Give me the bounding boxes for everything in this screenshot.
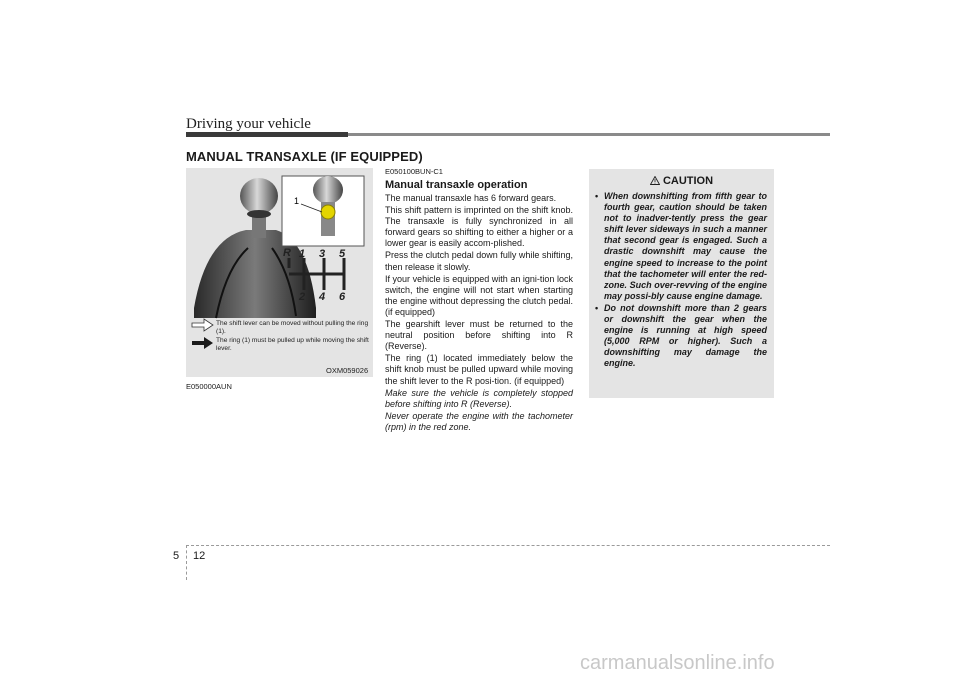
caution-item (595, 191, 767, 302)
header-title: Driving your vehicle (186, 116, 311, 132)
gear-label-4: 4 (319, 291, 326, 303)
gear-label-6: 6 (339, 291, 346, 303)
article-paragraph: The gearshift lever must be returned to the neutral position before shifting into R (Reverse). (385, 319, 573, 352)
legend-text-2: The ring (1) must be pulled up while moving the shift lever. (216, 336, 369, 353)
article-paragraph: Press the clutch pedal down fully while shifting, then release it slowly. (385, 250, 573, 272)
page-number: 12 (193, 550, 206, 562)
article-paragraph: The ring (1) located immediately below the shift knob must be pulled upward while moving the shift lever to the R posi-tion. (if equipped) (385, 353, 573, 386)
gear-label-2: 2 (299, 291, 306, 303)
article-paragraph: If your vehicle is equipped with an igni-tion lock switch, the engine will not start when starting the engine without depressing the clutch pedal. (if equipped) (385, 273, 573, 317)
article-note: Never operate the engine with the tachometer (rpm) in the red zone. (385, 410, 573, 432)
article-paragraph: The manual transaxle has 6 forward gears. (385, 193, 557, 203)
gear-label-5: 5 (339, 248, 346, 260)
article-column (385, 167, 573, 434)
watermark: carmanualsonline.info (580, 652, 775, 674)
caution-box (589, 169, 774, 398)
article-paragraph: This shift pattern is imprinted on the shift knob. The transaxle is fully synchronized in all forward gears so shifting to either a higher or a lower gear is easily accom-plished. (385, 205, 573, 249)
caution-header (589, 175, 774, 187)
footer-divider (186, 545, 187, 580)
gear-label-3: 3 (319, 248, 326, 260)
footer-rule (186, 545, 830, 546)
shift-lever-figure (186, 168, 373, 377)
caution-title: CAUTION (662, 175, 714, 187)
article-note: Make sure the vehicle is completely stopped before shifting into R (Reverse). (385, 387, 573, 409)
ring-highlight (321, 205, 335, 219)
caution-item-text: When downshifting from fifth gear to fourth gear, caution should be taken not to inadver-tently press the gear shift lever sideways in such a manner that second gear is engaged. Such a drastic downshift may cause the engine speed to increase to the point that the tachometer will enter the red-zone. Such over-revving of the engine may possi-bly cause engine damage. (604, 191, 767, 301)
solid-arrow-icon (192, 337, 213, 349)
figure-caption-code: E050000AUN (186, 382, 232, 391)
section-title: MANUAL TRANSAXLE (IF EQUIPPED) (186, 149, 423, 164)
gear-label-r: R (283, 247, 291, 259)
bullet: • (595, 302, 599, 313)
legend-text-1: The shift lever can be moved without pulling the ring (1). (216, 320, 369, 336)
callout-label: 1 (294, 196, 300, 206)
caution-list (595, 191, 767, 371)
outline-arrow-icon (192, 319, 213, 331)
chapter-number: 5 (173, 550, 180, 562)
warning-triangle-icon (650, 176, 660, 185)
figure-image-code: OXM059026 (326, 366, 369, 375)
article-code: E050100BUN-C1 (385, 167, 443, 176)
shift-knob (240, 178, 278, 214)
shift-lever-illustration (186, 168, 373, 377)
caution-item-text: Do not downshift more than 2 gears or downshift the gear when the engine is running at high speed (5,000 RPM or higher). Such a downshifting may damage the engine. (604, 302, 767, 369)
bullet: • (595, 191, 599, 201)
gear-label-1: 1 (299, 248, 306, 260)
article-subtitle: Manual transaxle operation (385, 179, 528, 191)
caution-item (595, 303, 767, 370)
header-rule-accent (186, 132, 348, 137)
